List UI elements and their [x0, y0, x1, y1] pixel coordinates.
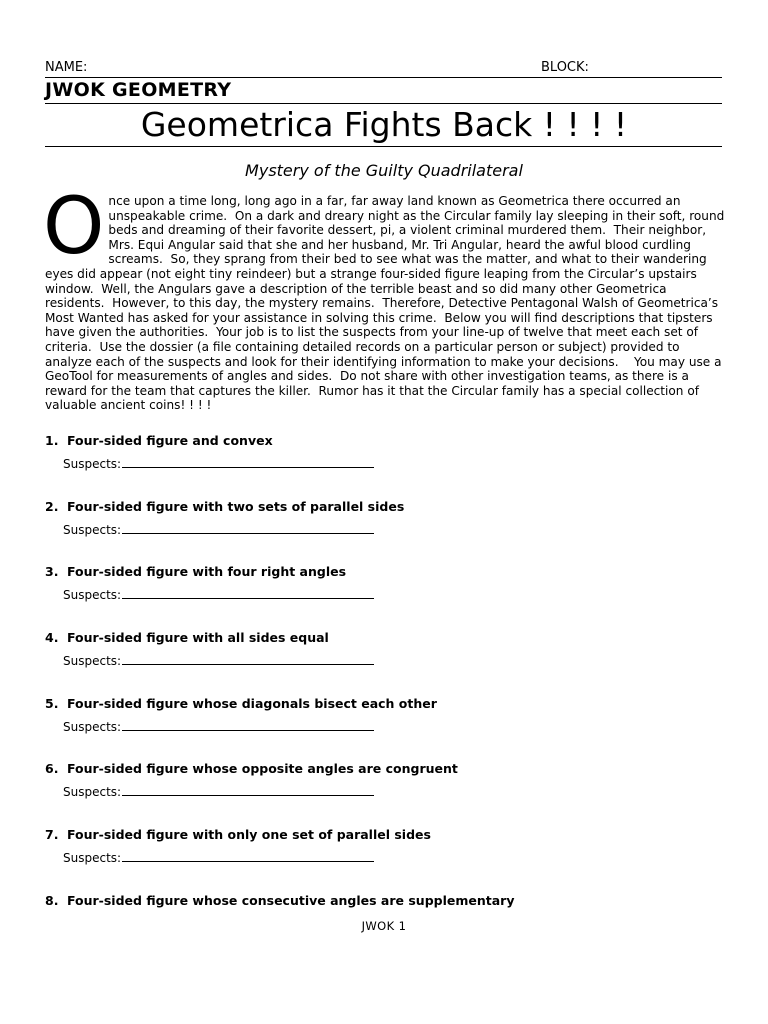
question-number: 5.: [45, 695, 59, 711]
question-text: [45, 827, 431, 843]
block-label: BLOCK:: [541, 60, 589, 75]
suspects-answer-line[interactable]: [122, 719, 374, 731]
question-text: [45, 893, 514, 909]
question-number: 7.: [45, 827, 59, 843]
question-item: [45, 630, 725, 696]
suspects-label: Suspects:: [63, 588, 122, 603]
story-text: nce upon a time long, long ago in a far, far away land known as Geometrica there occurred an unspeakable crime. On a dark and dreary night as the Circular family lay sleeping in their soft, round beds and dreaming of their favorite dessert, pi, a violent criminal murdered them. Their neighbor, Mrs. Equi Angular said that she and her husband, Mr. Tri Angular, heard the awful blood curdling screams. So, they sprang from their bed to see what was the matter, and what to their wandering eyes did appear (not eight tiny reindeer) but a strange four-sided figure leaping from the Circular’s upstairs window. Well, the Angulars gave a description of the terrible beast and so did many other Geometrica residents. However, to this day, the mystery remains. Therefore, Detective Pentagonal Walsh of Geometrica’s Most Wanted has asked for your assistance in solving this crime. Below you will find descriptions that tipsters have given the authorities. Your job is to list the suspects from your line-up of twelve that meet each set of criteria. Use the dossier (a file containing detailed records on a particular person or subject) provided to analyze each of the suspects and look for their identifying information to make your decisions. You may use a GeoTool for measurements of angles and sides. Do not share with other investigation teams, as there is a reward for the team that captures the killer. Rumor has it that the Circular family has a special collection of valuable ancient coins! ! ! !: [45, 194, 729, 413]
suspects-answer-line[interactable]: [122, 653, 374, 665]
question-number: 1.: [45, 433, 59, 448]
question-item: [45, 499, 725, 565]
suspects-field[interactable]: [63, 653, 374, 669]
story-paragraph: [43, 182, 729, 413]
suspects-field[interactable]: [63, 522, 374, 538]
suspects-field[interactable]: [63, 850, 374, 866]
question-text: [45, 433, 273, 449]
question-number: 6.: [45, 761, 59, 777]
question-item: [45, 564, 725, 630]
suspects-answer-line[interactable]: [122, 522, 374, 534]
suspects-field[interactable]: [63, 719, 374, 735]
question-text: [45, 564, 346, 580]
name-label: NAME:: [45, 60, 88, 75]
drop-cap-letter: O: [43, 182, 105, 272]
suspects-answer-line[interactable]: [122, 587, 374, 599]
suspects-answer-line[interactable]: [122, 456, 374, 468]
title-divider: [45, 146, 722, 147]
suspects-label: Suspects:: [63, 654, 122, 669]
suspects-label: Suspects:: [63, 522, 122, 537]
question-item: [45, 696, 725, 762]
question-label: Four-sided figure whose diagonals bisect each other: [67, 695, 437, 711]
question-number: 3.: [45, 564, 59, 580]
question-label: Four-sided figure whose consecutive angles are supplementary: [67, 892, 515, 908]
question-number: 2.: [45, 498, 59, 514]
name-underline: [45, 77, 722, 78]
question-item: [45, 761, 725, 827]
suspects-label: Suspects:: [63, 851, 122, 866]
question-label: Four-sided figure whose opposite angles are congruent: [67, 761, 458, 777]
question-list: [45, 433, 725, 959]
question-text: [45, 696, 437, 712]
question-label: Four-sided figure and convex: [67, 433, 273, 448]
question-label: Four-sided figure with only one set of parallel sides: [67, 827, 431, 843]
question-label: Four-sided figure with four right angles: [67, 564, 347, 580]
suspects-label: Suspects:: [63, 785, 122, 800]
suspects-field[interactable]: [63, 784, 374, 800]
question-label: Four-sided figure with all sides equal: [67, 630, 329, 646]
page-subtitle: Mystery of the Guilty Quadrilateral: [245, 161, 523, 180]
page-title: Geometrica Fights Back ! ! ! !: [140, 105, 628, 144]
suspects-label: Suspects:: [63, 719, 122, 734]
suspects-answer-line[interactable]: [122, 784, 374, 796]
name-block-row: [45, 60, 722, 76]
page-footer: JWOK 1: [361, 919, 407, 933]
suspects-field[interactable]: [63, 456, 374, 472]
question-item: [45, 827, 725, 893]
question-number: 4.: [45, 630, 59, 646]
suspects-answer-line[interactable]: [122, 850, 374, 862]
course-title: JWOK GEOMETRY: [45, 79, 232, 101]
question-text: [45, 761, 458, 777]
suspects-field[interactable]: [63, 587, 374, 603]
question-item: [45, 433, 725, 499]
suspects-label: Suspects:: [63, 457, 122, 471]
question-label: Four-sided figure with two sets of parallel sides: [67, 498, 405, 514]
question-text: [45, 630, 329, 646]
question-number: 8.: [45, 892, 59, 908]
question-text: [45, 499, 404, 515]
